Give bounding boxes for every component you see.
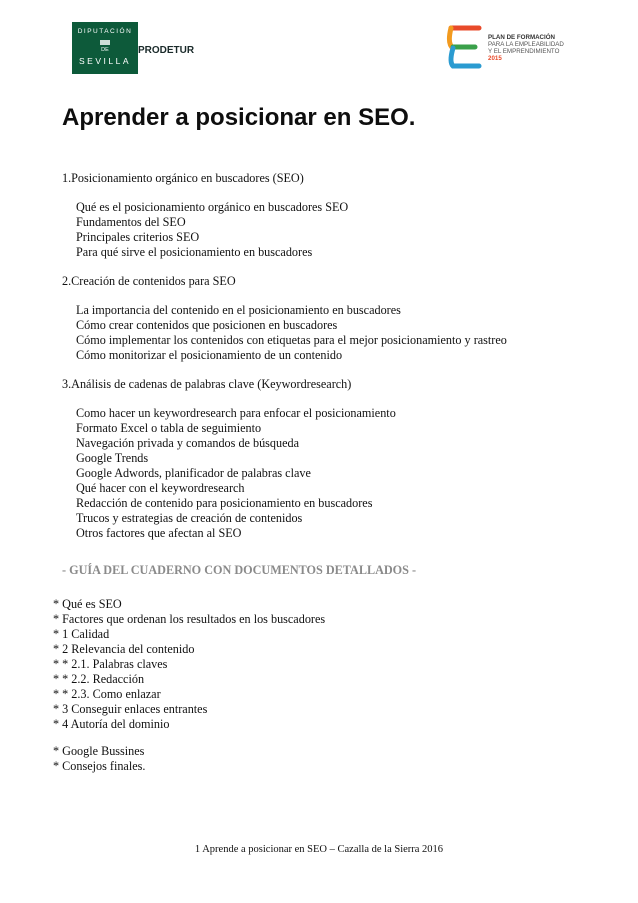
- toc-item: * 3 Conseguir enlaces entrantes: [53, 702, 208, 716]
- diputacion-sevilla-logo: [72, 22, 138, 74]
- list-item: Navegación privada y comandos de búsqueda: [76, 436, 300, 450]
- plan-year: 2015: [488, 55, 502, 62]
- toc-group-1: [53, 597, 325, 732]
- toc-item: * Google Bussines: [53, 744, 145, 758]
- list-item: Cómo implementar los contenidos con etiquetas para el mejor posicionamiento y rastreo: [76, 333, 507, 347]
- list-item: Formato Excel o tabla de seguimiento: [76, 421, 262, 435]
- toc-item: * 2 Relevancia del contenido: [53, 642, 195, 656]
- list-item: Para qué sirve el posicionamiento en buscadores: [76, 245, 313, 259]
- toc-item: * Factores que ordenan los resultados en los buscadores: [53, 612, 326, 626]
- toc-item: * Qué es SEO: [53, 597, 122, 611]
- list-item: Como hacer un keywordresearch para enfocar el posicionamiento: [76, 406, 396, 420]
- plan-formacion-text: [488, 34, 564, 62]
- section-2-items: [76, 303, 507, 363]
- logo-crown-icon: [100, 40, 110, 45]
- page-title: Aprender a posicionar en SEO.: [62, 104, 416, 131]
- toc-item: * 1 Calidad: [53, 627, 110, 641]
- section-2-heading: 2.Creación de contenidos para SEO: [62, 274, 236, 288]
- list-item: La importancia del contenido en el posicionamiento en buscadores: [76, 303, 401, 317]
- list-item: Cómo crear contenidos que posicionen en buscadores: [76, 318, 338, 332]
- section-3-heading: 3.Análisis de cadenas de palabras clave (Keywordresearch): [62, 377, 352, 391]
- toc-item: * Consejos finales.: [53, 759, 146, 773]
- plan-line2: PARA LA EMPLEABILIDAD: [488, 41, 564, 48]
- toc-item: * 4 Autoría del dominio: [53, 717, 170, 731]
- list-item: Google Trends: [76, 451, 149, 465]
- list-item: Trucos y estrategias de creación de contenidos: [76, 511, 303, 525]
- page-footer: 1 Aprende a posicionar en SEO – Cazalla de la Sierra 2016: [194, 844, 444, 855]
- toc-item: * * 2.1. Palabras claves: [53, 657, 168, 671]
- list-item: Qué hacer con el keywordresearch: [76, 481, 245, 495]
- list-item: Google Adwords, planificador de palabras clave: [76, 466, 311, 480]
- list-item: Fundamentos del SEO: [76, 215, 186, 229]
- toc-group-2: [53, 744, 145, 774]
- section-3-items: [76, 406, 396, 541]
- toc-item: * * 2.3. Como enlazar: [53, 687, 161, 701]
- logo-arc-text: DIPUTACIÓN: [77, 28, 133, 35]
- plan-formacion-logo-icon: [445, 24, 485, 70]
- section-1-items: [76, 200, 348, 260]
- list-item: Principales criterios SEO: [76, 230, 200, 244]
- toc-item: * * 2.2. Redacción: [53, 672, 145, 686]
- prodetur-logo: PRODETUR: [138, 45, 195, 56]
- logo-name-text: SEVILLA: [79, 56, 131, 66]
- list-item: Cómo monitorizar el posicionamiento de un contenido: [76, 348, 343, 362]
- logo-de-text: DE: [101, 47, 109, 53]
- guide-heading: - GUÍA DEL CUADERNO CON DOCUMENTOS DETALLADOS -: [62, 563, 417, 577]
- list-item: Qué es el posicionamiento orgánico en buscadores SEO: [76, 200, 349, 214]
- section-1-heading: 1.Posicionamiento orgánico en buscadores (SEO): [62, 171, 304, 185]
- plan-line1: PLAN DE FORMACIÓN: [488, 34, 556, 41]
- list-item: Otros factores que afectan al SEO: [76, 526, 242, 540]
- list-item: Redacción de contenido para posicionamiento en buscadores: [76, 496, 373, 510]
- plan-line3: Y EL EMPRENDIMIENTO: [488, 48, 560, 55]
